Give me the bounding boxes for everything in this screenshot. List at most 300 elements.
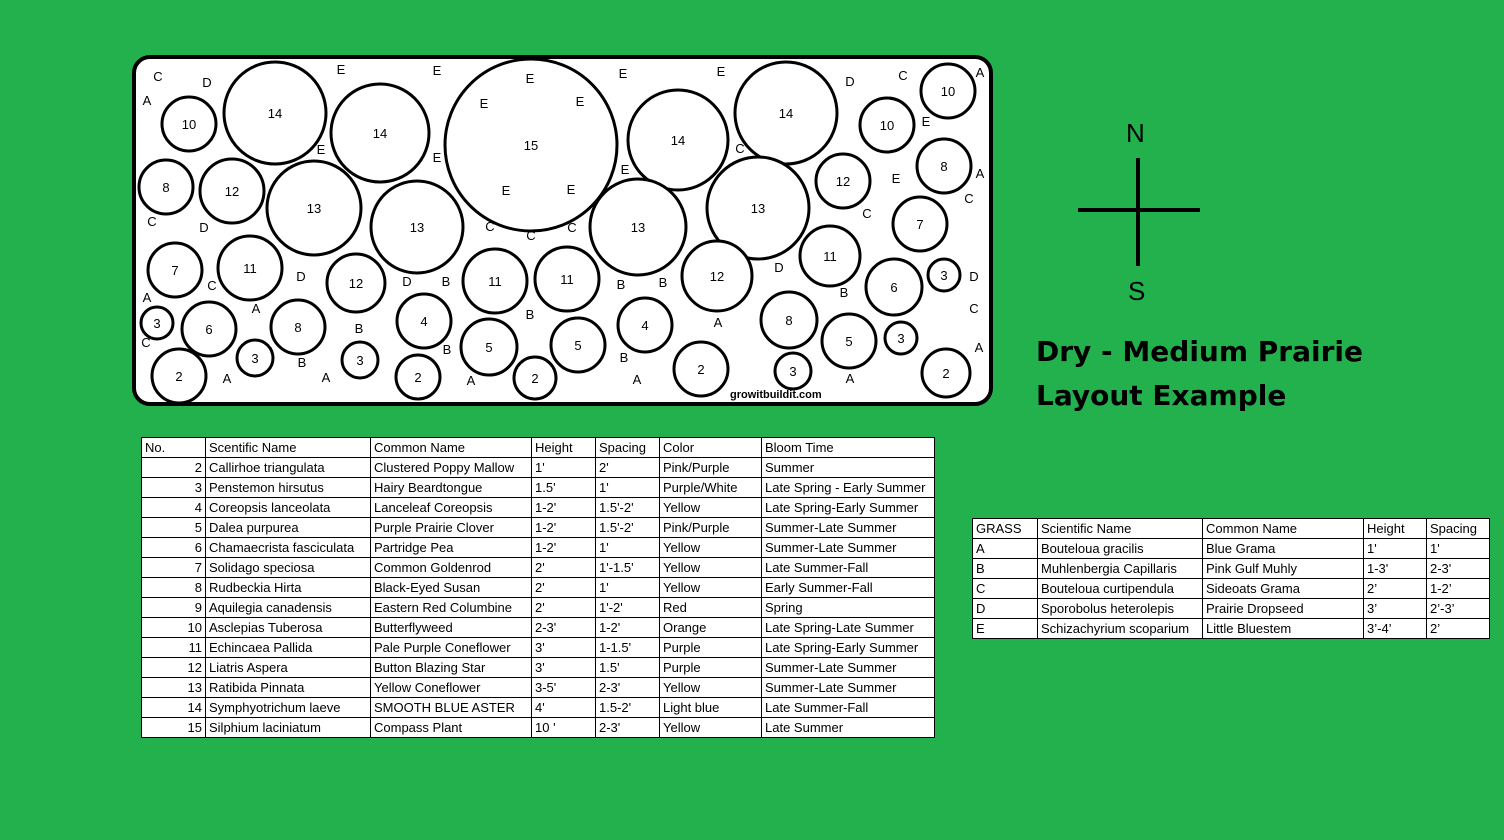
grass-letter: D (845, 74, 855, 89)
plant-number: 3 (153, 316, 161, 331)
table-row (142, 678, 935, 698)
plant-number: 8 (294, 320, 302, 335)
table-cell: A (973, 539, 1038, 559)
grass-letter: C (567, 220, 577, 235)
table-row (142, 598, 935, 618)
table-cell: Yellow (660, 538, 762, 558)
table-row (142, 498, 935, 518)
plant-number: 2 (175, 369, 183, 384)
plant-number: 5 (485, 340, 493, 355)
plant-circle (628, 90, 728, 190)
table-cell: Light blue (660, 698, 762, 718)
table-cell: Yellow (660, 678, 762, 698)
table-cell: 8 (142, 578, 206, 598)
table-cell: Clustered Poppy Mallow (371, 458, 532, 478)
grass-letter: B (619, 350, 629, 365)
plant-number: 7 (171, 263, 179, 278)
compass-icon (1078, 158, 1200, 266)
plant-number: 15 (523, 138, 539, 153)
grass-letter: E (479, 96, 489, 111)
table-cell: Late Spring-Late Summer (762, 618, 935, 638)
table-cell: Coreopsis lanceolata (206, 498, 371, 518)
table-cell: 1' (1364, 539, 1427, 559)
plant-number: 4 (641, 318, 649, 333)
grass-letter: D (774, 260, 784, 275)
grass-letter: A (975, 65, 985, 80)
table-row (142, 658, 935, 678)
table-cell: Pink Gulf Muhly (1203, 559, 1364, 579)
plant-number: 3 (789, 364, 797, 379)
header-cell: Spacing (596, 438, 660, 458)
grass-letter: C (153, 69, 163, 84)
grass-letter: B (297, 355, 307, 370)
table-cell: Liatris Aspera (206, 658, 371, 678)
grass-letter: E (921, 114, 931, 129)
table-row (142, 698, 935, 718)
table-cell: Spring (762, 598, 935, 618)
plant-number: 12 (224, 184, 240, 199)
table-cell: 2-3' (1427, 559, 1490, 579)
plant-number: 11 (243, 261, 257, 276)
table-cell: 15 (142, 718, 206, 738)
plant-circle (822, 314, 876, 368)
plant-number: 4 (420, 314, 428, 329)
grass-letter: C (147, 214, 157, 229)
table-cell: 1.5' (532, 478, 596, 498)
table-cell: Early Summer-Fall (762, 578, 935, 598)
table-cell: 6 (142, 538, 206, 558)
plant-number: 11 (823, 249, 837, 264)
grass-letter: C (735, 141, 745, 156)
plant-circle (271, 300, 325, 354)
plant-number: 14 (267, 106, 283, 121)
table-cell: Callirhoe triangulata (206, 458, 371, 478)
grass-letter: A (222, 371, 232, 386)
header-cell: Color (660, 438, 762, 458)
title-line-1: Dry - Medium Prairie (1036, 335, 1363, 368)
table-cell: Ratibida Pinnata (206, 678, 371, 698)
table-cell: 2' (532, 558, 596, 578)
plant-circle (148, 243, 202, 297)
grass-letter: E (525, 71, 535, 86)
plant-circle (921, 64, 975, 118)
table-cell: Bouteloua curtipendula (1038, 579, 1203, 599)
grass-letter: E (316, 142, 326, 157)
header-cell: No. (142, 438, 206, 458)
plant-circle (674, 342, 728, 396)
header-cell: Height (532, 438, 596, 458)
table-cell: Asclepias Tuberosa (206, 618, 371, 638)
table-cell: Lanceleaf Coreopsis (371, 498, 532, 518)
grass-letter: D (199, 220, 209, 235)
table-cell: Pink/Purple (660, 458, 762, 478)
grass-letter: A (632, 372, 642, 387)
table-cell: Purple/White (660, 478, 762, 498)
table-cell: Summer-Late Summer (762, 678, 935, 698)
table-row (142, 618, 935, 638)
grass-letter: D (296, 269, 306, 284)
grass-letter: A (713, 315, 723, 330)
table-row (973, 559, 1490, 579)
plant-number: 5 (574, 338, 582, 353)
plant-number: 13 (306, 201, 322, 216)
grass-table-header (973, 519, 1490, 539)
plant-number: 10 (181, 117, 197, 132)
table-cell: 2 (142, 458, 206, 478)
table-cell: 1-3' (1364, 559, 1427, 579)
plant-number: 2 (942, 366, 950, 381)
table-cell: Summer-Late Summer (762, 658, 935, 678)
plant-circle (218, 236, 282, 300)
plant-number: 2 (414, 370, 422, 385)
grass-letter: B (354, 321, 364, 336)
plant-circle (885, 322, 917, 354)
plant-circle (200, 159, 264, 223)
plant-number: 13 (409, 220, 425, 235)
table-cell: 7 (142, 558, 206, 578)
table-cell: Purple (660, 658, 762, 678)
table-cell: Yellow (660, 578, 762, 598)
table-row (973, 579, 1490, 599)
table-cell: Muhlenbergia Capillaris (1038, 559, 1203, 579)
plant-number: 8 (785, 313, 793, 328)
plant-circle (893, 197, 947, 251)
table-cell: Aquilegia canadensis (206, 598, 371, 618)
table-cell: 1-2' (532, 498, 596, 518)
grass-letter: B (441, 274, 451, 289)
table-cell: Summer-Late Summer (762, 518, 935, 538)
plant-number: 6 (205, 322, 213, 337)
table-cell: 2’ (1427, 619, 1490, 639)
table-cell: 3' (532, 658, 596, 678)
grass-letter: A (321, 370, 331, 385)
header-cell: Spacing (1427, 519, 1490, 539)
table-cell: 1'-2' (596, 598, 660, 618)
header-cell: Scientific Name (1038, 519, 1203, 539)
plant-circle (682, 241, 752, 311)
plant-number: 14 (670, 133, 686, 148)
table-cell: 2' (596, 458, 660, 478)
grass-letter: E (716, 64, 726, 79)
table-cell: Summer-Late Summer (762, 538, 935, 558)
table-cell: Echincaea Pallida (206, 638, 371, 658)
table-cell: 14 (142, 698, 206, 718)
plant-circle (590, 179, 686, 275)
table-cell: 10 (142, 618, 206, 638)
plant-circle (761, 292, 817, 348)
plant-circle (535, 247, 599, 311)
plant-number: 6 (890, 280, 898, 295)
table-cell: Eastern Red Columbine (371, 598, 532, 618)
grass-letter: C (207, 278, 217, 293)
grass-letter: B (616, 277, 626, 292)
table-cell: 2' (532, 578, 596, 598)
plant-number: 13 (750, 201, 766, 216)
grass-letter: B (658, 275, 668, 290)
table-cell: Purple (660, 638, 762, 658)
grass-letter: E (501, 183, 511, 198)
plant-circle (618, 298, 672, 352)
compass-north-label: N (1126, 118, 1145, 148)
grass-letter: E (618, 66, 628, 81)
table-cell: Hairy Beardtongue (371, 478, 532, 498)
grass-letter: E (566, 182, 576, 197)
table-row (142, 478, 935, 498)
table-cell: Yellow (660, 718, 762, 738)
table-cell: SMOOTH BLUE ASTER (371, 698, 532, 718)
table-cell: 2-3' (532, 618, 596, 638)
table-row (142, 718, 935, 738)
table-cell: 1.5'-2' (596, 518, 660, 538)
plant-circle (224, 62, 326, 164)
grass-letter: E (891, 171, 901, 186)
table-cell: 1-1.5' (596, 638, 660, 658)
table-cell: Partridge Pea (371, 538, 532, 558)
table-cell: Yellow (660, 558, 762, 578)
table-cell: 3' (532, 638, 596, 658)
plant-circle (866, 259, 922, 315)
grass-letter: A (974, 340, 984, 355)
grass-letter: E (336, 62, 346, 77)
table-row (142, 638, 935, 658)
table-cell: 1.5-2' (596, 698, 660, 718)
plant-circle (551, 318, 605, 372)
plant-number: 3 (251, 351, 259, 366)
plant-circle (152, 349, 206, 403)
table-cell: Late Spring-Early Summer (762, 638, 935, 658)
table-cell: 1.5'-2' (596, 498, 660, 518)
table-cell: 1' (532, 458, 596, 478)
plant-circle (331, 84, 429, 182)
grass-letter: C (969, 301, 979, 316)
table-cell: 1'-1.5' (596, 558, 660, 578)
table-cell: 1-2' (596, 618, 660, 638)
watermark: growitbuildit.com (730, 389, 822, 401)
table-cell: Silphium laciniatum (206, 718, 371, 738)
table-cell: Butterflyweed (371, 618, 532, 638)
table-cell: Summer (762, 458, 935, 478)
grass-letter: A (142, 290, 152, 305)
plant-circle (917, 139, 971, 193)
table-cell: 1-2' (532, 518, 596, 538)
plant-number: 3 (897, 331, 905, 346)
plant-circle (162, 97, 216, 151)
grass-letter: E (575, 94, 585, 109)
table-cell: Late Summer-Fall (762, 698, 935, 718)
table-cell: 1-2’ (1427, 579, 1490, 599)
table-cell: Late Summer-Fall (762, 558, 935, 578)
header-cell: Common Name (1203, 519, 1364, 539)
table-cell: Prairie Dropseed (1203, 599, 1364, 619)
plant-circle (397, 294, 451, 348)
table-row (973, 539, 1490, 559)
compass-south-label: S (1128, 276, 1146, 306)
grass-letter: E (432, 63, 442, 78)
grass-letter: B (839, 285, 849, 300)
table-cell: Dalea purpurea (206, 518, 371, 538)
plant-number: 13 (630, 220, 646, 235)
table-cell: 4 (142, 498, 206, 518)
table-cell: 1' (596, 578, 660, 598)
grass-letter: A (975, 166, 985, 181)
table-cell: 2’ (1364, 579, 1427, 599)
table-row (973, 619, 1490, 639)
plant-table (141, 437, 935, 738)
plant-circle (463, 249, 527, 313)
grass-letter: B (525, 307, 535, 322)
header-cell: GRASS (973, 519, 1038, 539)
table-row (142, 538, 935, 558)
grass-letter: E (432, 150, 442, 165)
plant-circle (461, 319, 517, 375)
table-cell: Penstemon hirsutus (206, 478, 371, 498)
table-cell: 13 (142, 678, 206, 698)
plant-circle (371, 181, 463, 273)
table-cell: B (973, 559, 1038, 579)
table-cell: 12 (142, 658, 206, 678)
plant-number: 11 (488, 274, 502, 289)
plant-circle (735, 62, 837, 164)
grass-letter: D (969, 269, 979, 284)
header-cell: Common Name (371, 438, 532, 458)
grass-letter: D (202, 75, 212, 90)
plant-circle (514, 357, 556, 399)
table-cell: D (973, 599, 1038, 619)
plant-circle (816, 154, 870, 208)
grass-letter: E (620, 162, 630, 177)
grass-letter: A (466, 373, 476, 388)
table-cell: Black-Eyed Susan (371, 578, 532, 598)
table-cell: 3’-4’ (1364, 619, 1427, 639)
grass-letter: C (485, 219, 495, 234)
table-cell: 3 (142, 478, 206, 498)
plant-circle (860, 98, 914, 152)
grass-letter: C (526, 228, 536, 243)
plant-circle (139, 160, 193, 214)
table-cell: Late Summer (762, 718, 935, 738)
title-line-2: Layout Example (1036, 379, 1287, 412)
table-cell: Late Spring-Early Summer (762, 498, 935, 518)
table-cell: Late Spring - Early Summer (762, 478, 935, 498)
table-cell: 9 (142, 598, 206, 618)
grass-letter: C (964, 191, 974, 206)
plant-number: 11 (560, 272, 574, 287)
table-cell: 4' (532, 698, 596, 718)
table-cell: Sideoats Grama (1203, 579, 1364, 599)
plant-table-header (142, 438, 935, 458)
plant-number: 5 (845, 334, 853, 349)
table-cell: Solidago speciosa (206, 558, 371, 578)
plant-number: 3 (356, 353, 364, 368)
table-cell: Compass Plant (371, 718, 532, 738)
table-cell: Little Bluestem (1203, 619, 1364, 639)
table-cell: 2-3' (596, 678, 660, 698)
plant-circle (775, 353, 811, 389)
table-cell: 2-3' (596, 718, 660, 738)
plant-circle (928, 259, 960, 291)
plant-circle (327, 254, 385, 312)
plant-number: 8 (940, 159, 948, 174)
page-title (1036, 330, 1363, 418)
table-cell: Pale Purple Coneflower (371, 638, 532, 658)
table-cell: Orange (660, 618, 762, 638)
plant-number: 7 (916, 217, 924, 232)
table-cell: Red (660, 598, 762, 618)
table-cell: 1' (1427, 539, 1490, 559)
header-cell: Scentific Name (206, 438, 371, 458)
plant-number: 14 (778, 106, 794, 121)
grass-letter: B (442, 342, 452, 357)
plant-number: 12 (709, 269, 725, 284)
table-row (142, 518, 935, 538)
plant-number: 14 (372, 126, 388, 141)
table-cell: Chamaecrista fasciculata (206, 538, 371, 558)
grass-letter: A (845, 371, 855, 386)
plant-number: 2 (697, 362, 705, 377)
grass-table (972, 518, 1490, 639)
table-row (142, 458, 935, 478)
table-cell: Schizachyrium scoparium (1038, 619, 1203, 639)
table-row (973, 599, 1490, 619)
table-cell: C (973, 579, 1038, 599)
table-cell: 1-2' (532, 538, 596, 558)
table-cell: 3’ (1364, 599, 1427, 619)
grass-letter: C (862, 206, 872, 221)
header-cell: Height (1364, 519, 1427, 539)
table-cell: E (973, 619, 1038, 639)
grass-letter: C (141, 335, 151, 350)
table-cell: 1' (596, 478, 660, 498)
table-cell: 3-5' (532, 678, 596, 698)
grass-letter: A (142, 93, 152, 108)
table-cell: 1.5' (596, 658, 660, 678)
plant-circle (342, 342, 378, 378)
table-cell: Sporobolus heterolepis (1038, 599, 1203, 619)
plant-circle (800, 226, 860, 286)
table-cell: Purple Prairie Clover (371, 518, 532, 538)
grass-letter: C (898, 68, 908, 83)
table-cell: Yellow Coneflower (371, 678, 532, 698)
table-cell: 2’-3’ (1427, 599, 1490, 619)
plant-circle (182, 302, 236, 356)
plant-number: 12 (348, 276, 364, 291)
table-cell: 10 ' (532, 718, 596, 738)
table-cell: 11 (142, 638, 206, 658)
plant-number: 10 (940, 84, 956, 99)
table-cell: Symphyotrichum laeve (206, 698, 371, 718)
table-cell: Blue Grama (1203, 539, 1364, 559)
grass-letter: D (402, 274, 412, 289)
table-cell: Yellow (660, 498, 762, 518)
plant-number: 3 (940, 268, 948, 283)
plant-circle (267, 161, 361, 255)
table-cell: Rudbeckia Hirta (206, 578, 371, 598)
plant-circle (922, 349, 970, 397)
plant-number: 10 (879, 118, 895, 133)
table-cell: 1' (596, 538, 660, 558)
table-row (142, 558, 935, 578)
plant-number: 2 (531, 371, 539, 386)
table-cell: Bouteloua gracilis (1038, 539, 1203, 559)
table-row (142, 578, 935, 598)
plant-number: 8 (162, 180, 170, 195)
table-cell: Pink/Purple (660, 518, 762, 538)
table-cell: 5 (142, 518, 206, 538)
plant-circle (237, 340, 273, 376)
table-cell: Common Goldenrod (371, 558, 532, 578)
header-cell: Bloom Time (762, 438, 935, 458)
plant-circle (396, 355, 440, 399)
